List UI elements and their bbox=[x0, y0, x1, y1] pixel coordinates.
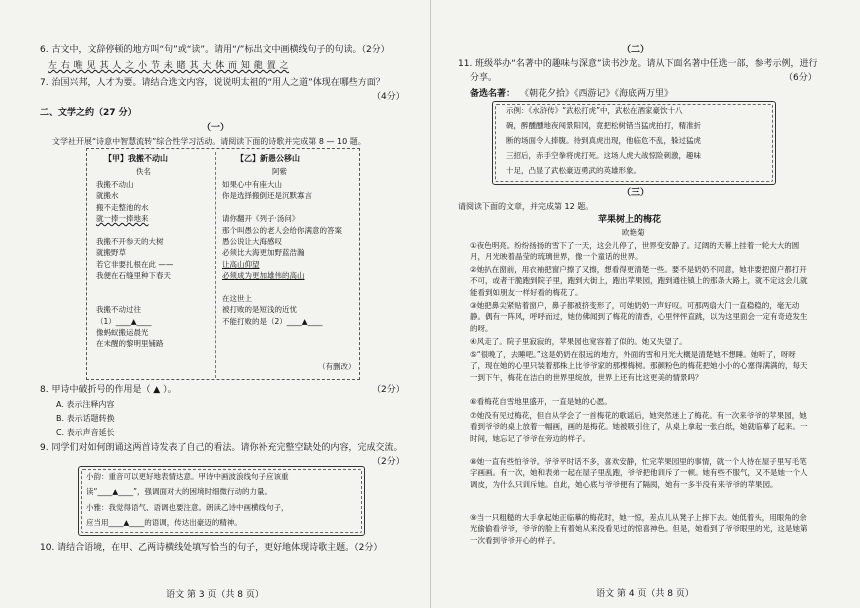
poem-line: 我便在石缝里种下春天 bbox=[96, 271, 171, 281]
subsection-1: （一） bbox=[202, 123, 230, 133]
question-7: 7. 治国兴邦，人才为要。请结合选文内容，说说明太祖的“用人之道”体现在哪些方面？ bbox=[40, 78, 385, 88]
article-title: 苹果树上的梅花 bbox=[598, 215, 662, 225]
question-8-score: （2分） bbox=[372, 385, 405, 395]
poem-a-body bbox=[96, 180, 173, 351]
subsection-2: （二） bbox=[622, 45, 650, 55]
article-para-9: ⑨当一只粗糙的大手拿起她正临摹的梅花时，她一惊，差点儿从凳子上摔下去。她低着头，用眼角的余光偷偷看爷爷，爷爷的脸上有着她从来没看见过的惊喜神色。但是，她看到了爷爷眼里的光，这是她第一次看到爷爷开心的样子。 bbox=[470, 513, 808, 545]
article-author: 欧艳菊 bbox=[622, 228, 645, 237]
example-line-4: 三招后，赤手空拳将虎打死。这场人虎大战惊险刺激，趣味 bbox=[506, 151, 701, 160]
discussion-line-1: 小韵：重音可以更好地表情达意。甲诗中画波浪线句子应该重 bbox=[86, 472, 289, 481]
question-11-cont: 分享。 bbox=[470, 73, 498, 83]
subsection-3: （三） bbox=[622, 188, 650, 198]
discussion-line-3: 小雅：我觉得语气、语调也要注意。朗读乙诗中画横线句子， bbox=[86, 503, 289, 512]
poem-line bbox=[222, 283, 342, 294]
poem-line: 就搬水 bbox=[96, 191, 119, 201]
poem-line: 搬不走整池的水 bbox=[96, 202, 149, 212]
poem-line: 若它非要扎根在此 —— bbox=[96, 259, 174, 269]
article-para-6: ⑥看梅花自雪地里盛开，一直是她的心愿。 bbox=[470, 397, 612, 406]
question-8: 8. 甲诗中破折号的作用是（ ▲ ）。 bbox=[40, 385, 177, 395]
example-line-1: 示例：《水浒传》“武松打虎”中，武松在酒家豪饮十八 bbox=[506, 106, 683, 115]
poem-line: 我搬不动山 bbox=[96, 180, 134, 189]
article-para-1: ①夜色明亮。纷纷扬扬的雪下了一天，这会儿停了，世界变安静了。辽阔的天幕上挂着一轮大大的圆月，月光映着晶莹的琉璃世界，像一个童话的世界。 bbox=[470, 241, 800, 262]
article-intro: 请阅读下面的文章，并完成第 12 题。 bbox=[458, 202, 594, 211]
page-footer-right: 语文 第 4 页（共 8 页） bbox=[596, 589, 694, 599]
poem-line: 你是选择搬倒还是沉默寡言 bbox=[222, 191, 312, 201]
question-9-score: （2分） bbox=[372, 457, 405, 467]
poem-line: 像蚂蚁搬运晨光 bbox=[96, 328, 149, 338]
poem-line: 让高山仰望 bbox=[222, 259, 260, 269]
poem-b-title: 【乙】新愚公移山 bbox=[236, 154, 300, 163]
article-para-5: ⑤“很晚了，去睡吧。”这是奶奶在很远的地方，外面的雪和月光大概是清楚她不想睡。她听了，呀呀了，现在她的心里只装着那株上比爷爷家的那棵梅树。那颜粉色的梅花把她小小的心塞得满满的，每天一到下午，梅花在洁白的世界里绽放，世界上还有比这更美的情景吗？ bbox=[470, 350, 808, 382]
poem-b-author: 阿紫 bbox=[272, 167, 287, 176]
question-7-score: （4分） bbox=[372, 92, 405, 102]
q8-option-b: B. 表示话题转换 bbox=[56, 414, 115, 423]
example-line-5: 十足，凸显了武松豪迈勇武的英雄形象。 bbox=[506, 166, 641, 175]
poem-line: 在这世上 bbox=[222, 293, 252, 303]
q8-option-c: C. 表示声音延长 bbox=[56, 428, 115, 437]
poem-line: （1）____▲____ bbox=[96, 316, 152, 326]
poem-a-author: 佚名 bbox=[136, 167, 151, 176]
article-para-2: ②她扒在窗前，用衣袖把窗户擦了又擦，想看得更清楚一些。要不是奶奶不同意，她非要把窗户都打开不可，或者干脆跑到院子里，跑到大街上，跑出苹果园，跑到通往镇上的那条大路上，就不定这会儿就能看到如朋友一样好看的梅花了。 bbox=[470, 265, 808, 297]
page-footer-left: 语文 第 3 页（共 8 页） bbox=[166, 590, 264, 600]
poem-line: 就一捧一捧地来 bbox=[96, 214, 149, 224]
poem-line: 被打败的是短浅的近忧 bbox=[222, 305, 297, 315]
poem-line: 不能打败的是（2）____▲____ bbox=[222, 316, 323, 326]
poem-intro: 文学社开展“诗意中智慧流转”综合性学习活动。请阅读下面的诗歌并完成第 8 — 10 题。 bbox=[52, 137, 366, 146]
q8-option-a: A. 表示注释内容 bbox=[56, 400, 115, 409]
example-line-3: 断的场面令人捧腹。待到真虎出现，他临危不乱，躲过猛虎 bbox=[506, 136, 701, 145]
discussion-line-2: 读“____▲____”，强调面对大的困境时细微行动的力量。 bbox=[86, 487, 273, 496]
poem-line: 愚公说让大海感叹 bbox=[222, 236, 282, 246]
question-6: 6. 古文中，文辞停顿的地方叫“句”或“读”。请用“/”标出文中画横线句子的句读。（2分） bbox=[40, 45, 390, 55]
poem-line: 我搬不动过往 bbox=[96, 305, 141, 315]
article-para-3: ③她把鼻尖紧贴着窗户，鼻子都被挤变形了，可她奶奶一声好叹。可那两扇大门一直稳稳的，毫无动静。偶有一阵风，呼呼而过，她仿佛闻到了梅花的清香，心里怦怦直跳，以为这里面会一定有奇迹发生的呀。 bbox=[470, 301, 808, 333]
poem-line: 必须比大海更加野蓝浩瀚 bbox=[222, 248, 305, 258]
poem-line bbox=[96, 294, 173, 305]
poem-line: 如果心中有座大山 bbox=[222, 180, 282, 189]
poem-line: 必须成为更加雄伟的高山 bbox=[222, 271, 305, 281]
question-11-score: （6分） bbox=[784, 73, 817, 83]
poem-b-note: （有删改） bbox=[318, 362, 356, 371]
example-line-2: 碗，醉醺醺地夜闯景阳冈，竟把松树错当猛虎拍打，精准折 bbox=[506, 121, 701, 130]
poem-line: 就搬野草 bbox=[96, 248, 126, 258]
poems-divider bbox=[215, 152, 216, 378]
section-2-heading: 二、文学之约（27 分） bbox=[40, 108, 137, 118]
options-list: 《朝花夕拾》《西游记》《海底两万里》 bbox=[520, 89, 674, 99]
poem-line: 我搬不开参天的大树 bbox=[96, 236, 164, 246]
article-para-8: ⑧她一直有些怕爷爷。爷爷平时话不多，喜欢安静，忙完苹果园里的事情，就一个人待在屋子里写毛笔字画画。有一次，她和表弟一起在屋子里乱跑，爷爷把他训斥了一顿。她有些不服气，又不是她一个人调皮，为什么只训斥她。自此，她心底与爷爷便有了隔阂，她有一多半没有来爷爷的苹果园。 bbox=[470, 457, 808, 489]
poem-line bbox=[222, 203, 342, 214]
article-para-4: ④风走了。院子里寂寂的，苹果园也宽容着了似的。她又失望了。 bbox=[470, 337, 687, 346]
poem-a-title: 【甲】我搬不动山 bbox=[104, 154, 168, 163]
question-11: 11. 班级举办“名著中的趣味与深意”读书沙龙。请从下面名著中任选一部，参考示例，进行 bbox=[458, 59, 818, 69]
poem-line: 在未醒的黎明里铺路 bbox=[96, 339, 164, 349]
discussion-line-4: 应当用____▲____的语调，传达出豪迈的精神。 bbox=[86, 518, 242, 527]
article-para-7: ⑦她没有见过梅花，但自从学会了一首梅花的歌谣后，她突然迷上了梅花。有一次来爷爷的苹果园，她看到爷爷的桌上放着一幅画，画的是梅花。她被吸引住了，从桌上拿起一张白纸，她就临摹了起来。一时间，她忘记了爷爷在旁边的样子。 bbox=[470, 411, 808, 443]
question-9: 9. 同学们对如何朗诵这两首诗发表了自己的看法。请你补充完整空缺处的内容，完成交流。 bbox=[40, 443, 403, 453]
poem-line: 请你翻开《列子·汤问》 bbox=[222, 214, 300, 224]
poem-line bbox=[96, 283, 173, 294]
poem-line bbox=[96, 226, 173, 237]
poem-line: 那个叫愚公的老人会给你满意的答案 bbox=[222, 225, 342, 235]
question-10: 10. 请结合语境，在甲、乙两诗横线处填写恰当的句子，更好地体现诗歌主题。（2分） bbox=[40, 543, 383, 553]
question-6-text: 左 右 唯 见 其 人 之 小 节 未 睹 其 大 体 而 知 龍 置 之 bbox=[48, 61, 289, 71]
poem-b-body bbox=[222, 180, 342, 328]
options-label: 备选名著： bbox=[470, 89, 516, 99]
